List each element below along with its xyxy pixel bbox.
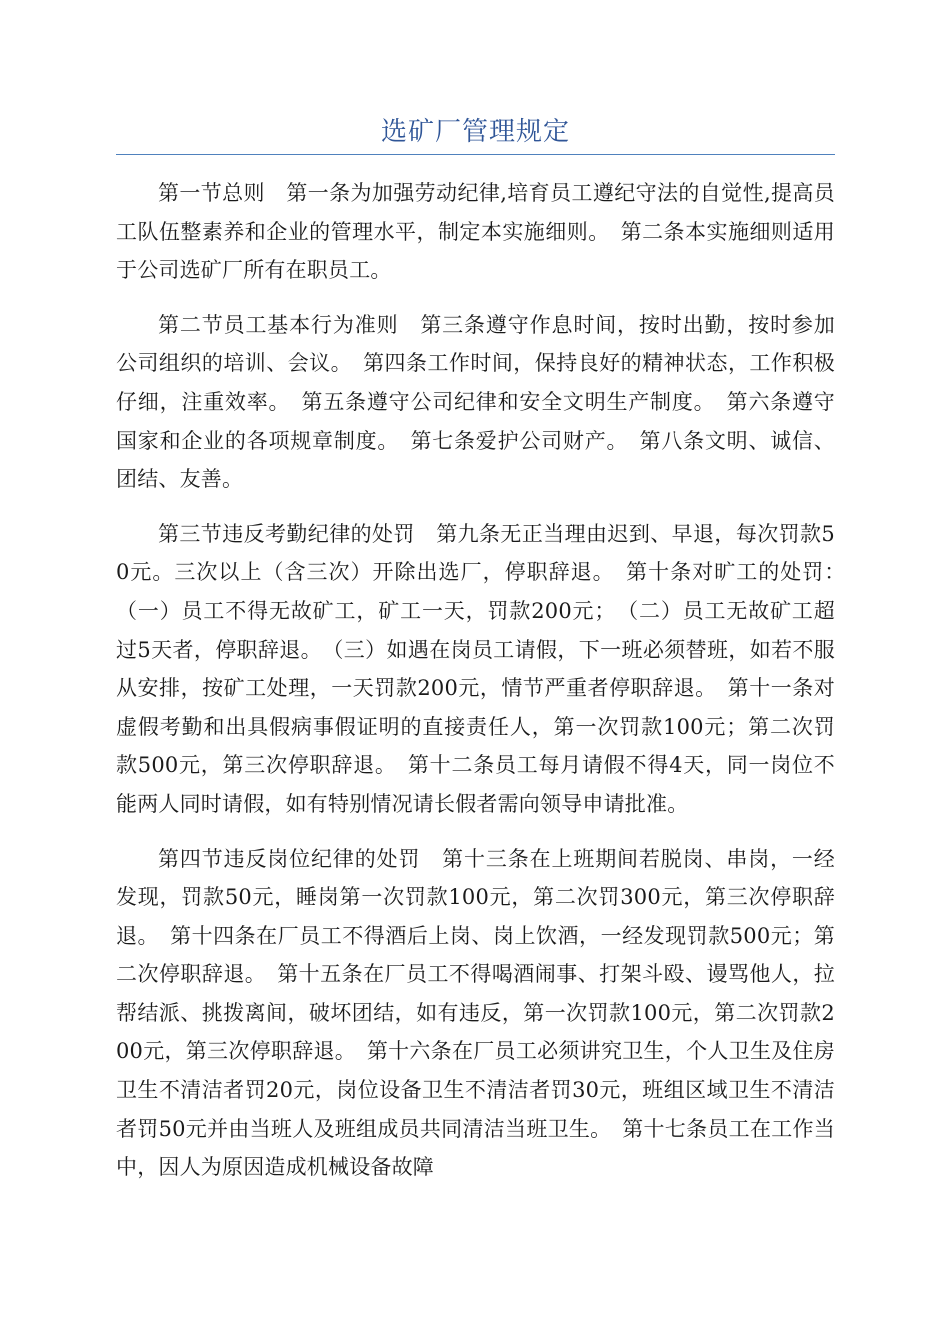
title-underline [116, 154, 835, 155]
section-2-code-of-conduct: 第二节员工基本行为准则 第三条遵守作息时间，按时出勤，按时参加公司组织的培训、会议。 第四条工作时间，保持良好的精神状态，工作积极仔细，注重效率。 第五条遵守公司纪律和安全文明生产制度。 第六条遵守国家和企业的各项规章制度。 第七条爱护公司财产。 第八条文明、诚信、团结、友善。 [116, 312, 835, 492]
document-body [116, 174, 857, 1203]
section-4-post-discipline-penalties: 第四节违反岗位纪律的处罚 第十三条在上班期间若脱岗、串岗，一经发现，罚款50元，睡岗第一次罚款100元，第二次罚300元，第三次停职辞退。 第十四条在厂员工不得酒后上岗、岗上饮酒，一经发现罚款500元；第二次停职辞退。 第十五条在厂员工不得喝酒闹事、打架斗殴、谩骂他人，拉帮结派、挑拨离间，破坏团结，如有违反，第一次罚款100元，第二次罚款200元，第三次停职辞退。 第十六条在厂员工必须讲究卫生，个人卫生及住房卫生不清洁者罚20元，岗位设备卫生不清洁者罚30元，班组区域卫生不清洁者罚50元并由当班人及班组成员共同清洁当班卫生。 第十七条员工在工作当中，因人为原因造成机械设备故障 [116, 846, 835, 1180]
section-1-general-provisions: 第一节总则 第一条为加强劳动纪律,培育员工遵纪守法的自觉性,提高员工队伍整素养和企业的管理水平，制定本实施细则。 第二条本实施细则适用于公司选矿厂所有在职员工。 [116, 181, 835, 283]
section-3-attendance-penalties: 第三节违反考勤纪律的处罚 第九条无正当理由迟到、早退，每次罚款50元。三次以上（含三次）开除出选厂，停职辞退。 第十条对旷工的处罚： （一）员工不得无故矿工，矿工一天，罚款200元； （二）员工无故矿工超过5天者，停职辞退。 （三）如遇在岗员工请假，下一班必须替班，如若不服从安排，按矿工处理，一天罚款200元，情节严重者停职辞退。 第十一条对虚假考勤和出具假病事假证明的直接责任人，第一次罚款100元；第二次罚款500元，第三次停职辞退。 第十二条员工每月请假不得4天，同一岗位不能两人同时请假，如有特别情况请长假者需向领导申请批准。 [116, 521, 857, 816]
document-title: 选矿厂管理规定 [380, 117, 570, 147]
